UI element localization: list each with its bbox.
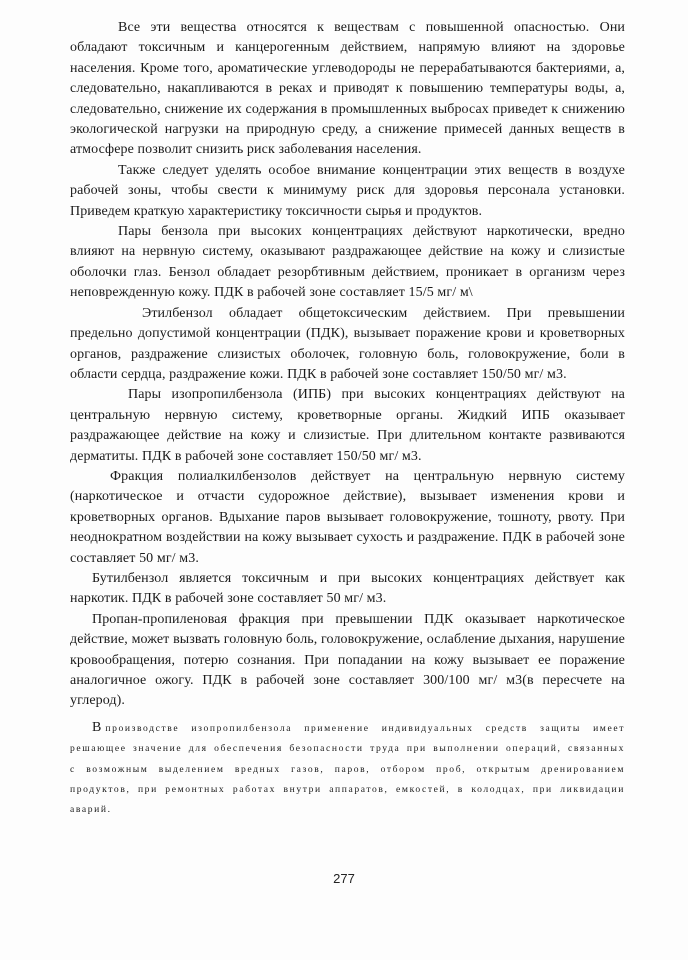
paragraph-hazard-overview: Все эти вещества относятся к веществам с повышенной опасностью. Они обладают токсичным и канцерогенным действием, напрямую влияют на здоровье населения. Кроме того, ароматические углеводороды не перерабатываются бактериями, а, следовательно, накапливаются в реках и приводят к повышению температуры воды, а, следовательно, снижение их содержания в промышленных выбросах приведет к снижению экологической нагрузки на природную среду, а снижение примесей данных веществ в атмосфере позволит снизить риск заболевания населения. xyxy=(70,20,625,158)
paragraph-protective-equipment xyxy=(70,718,625,821)
page-number: 277 xyxy=(333,871,355,886)
text-body xyxy=(70,18,625,821)
paragraph-workplace-air: Также следует уделять особое внимание концентрации этих веществ в воздухе рабочей зоны, чтобы свести к минимуму риск для здоровья персонала установки. Приведем краткую характеристику токсичности сырья и продуктов. xyxy=(70,162,625,219)
paragraph-butylbenzene: Бутилбензол является токсичным и при высоких концентрациях действует как наркотик. ПДК в рабочей зоне составляет 50 мг/ м3. xyxy=(70,570,625,607)
paragraph-isopropylbenzene: Пары изопропилбензола (ИПБ) при высоких концентрациях действуют на центральную нервную систему, кроветворные органы. Жидкий ИПБ оказывает раздражающее действие на кожу и слизистые. При длительном контакте развиваются дерматиты. ПДК в рабочей зоне составляет 150/50 мг/ м3. xyxy=(70,387,625,464)
protective-equipment-text: производстве изопропилбензола применение индивидуальных средств защиты имеет решающее значение для обеспечения безопасности труда при выполнении операций, связанных с возможным выделением вредных газов, паров, отбором проб, открытым дренированием продуктов, при ремонтных работах внутри аппаратов, емкостей, в колодцах, при ликвидации аварий. xyxy=(70,722,625,816)
paragraph-ethylbenzene: Этилбензол обладает общетоксическим действием. При превышении предельно допустимой концентрации (ПДК), вызывает поражение крови и кроветворных органов, раздражение слизистых оболочек, головную боль, головокружение, боли в области сердца, раздражение кожи. ПДК в рабочей зоне составляет 150/50 мг/ м3. xyxy=(70,305,625,382)
drop-initial: В xyxy=(92,719,102,735)
paragraph-propane-propylene: Пропан-пропиленовая фракция при превышении ПДК оказывает наркотическое действие, может вызвать головную боль, головокружение, ослабление дыхания, нарушение кровообращения, потерю сознания. При попадании на кожу вызывает ее поражение аналогичное ожогу. ПДК в рабочей зоне составляет 300/100 мг/ м3(в пересчете на углерод). xyxy=(70,611,625,709)
paragraph-polyalkylbenzenes: Фракция полиалкилбензолов действует на центральную нервную систему (наркотическое и отчасти судорожное действие), вызывает изменения крови и кроветворных органов. Вдыхание паров вызывает головокружение, тошноту, рвоту. При неоднократном воздействии на кожу вызывает сухость и раздражение. ПДК в рабочей зоне составляет 50 мг/ м3. xyxy=(70,468,625,566)
paragraph-benzene: Пары бензола при высоких концентрациях действуют наркотически, вредно влияют на нервную систему, оказывают раздражающее действие на кожу и слизистые оболочки глаз. Бензол обладает резорбтивным действием, проникает в организм через неповрежденную кожу. ПДК в рабочей зоне составляет 15/5 мг/ м\ xyxy=(70,224,625,301)
